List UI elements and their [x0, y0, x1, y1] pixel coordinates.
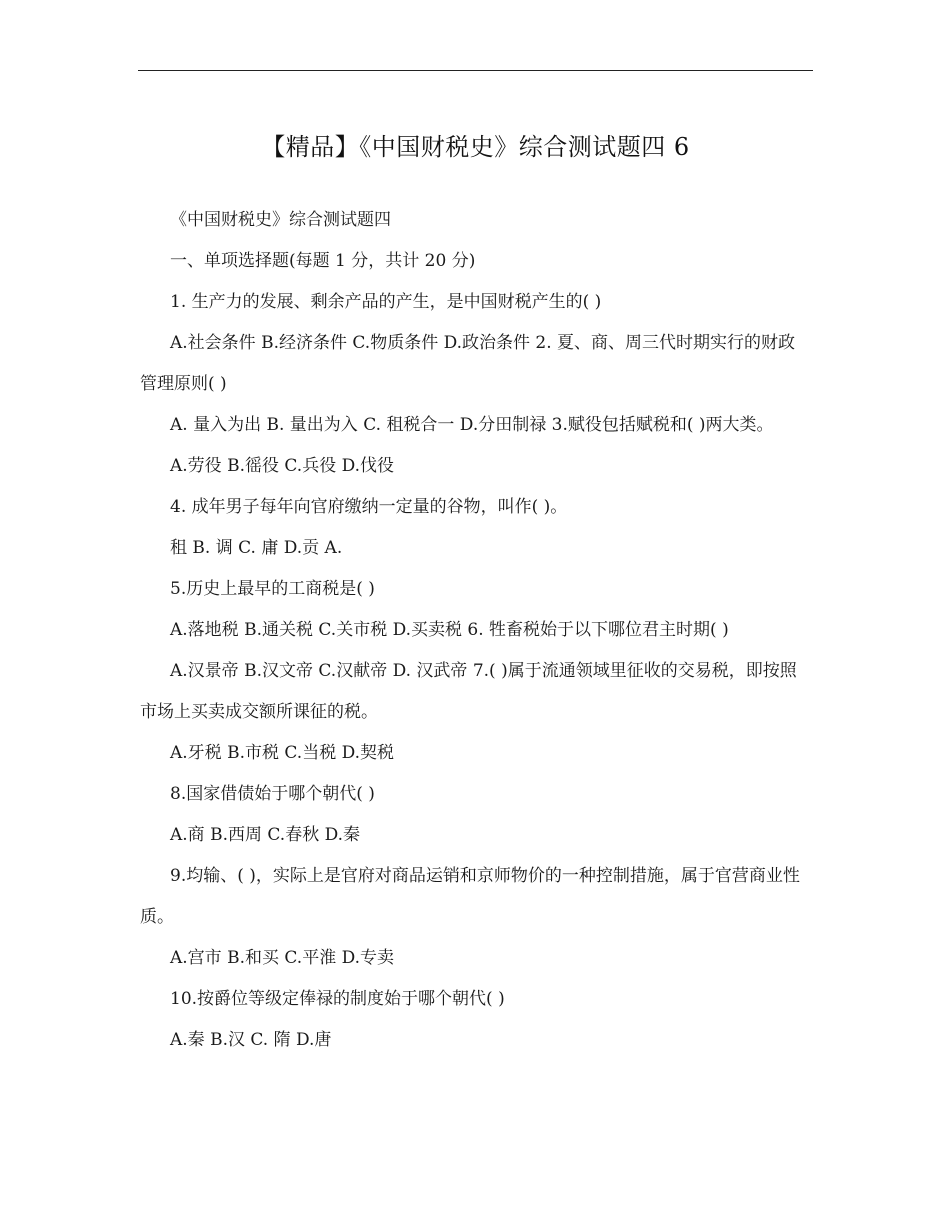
options-3: A.劳役 B.徭役 C.兵役 D.伐役: [170, 456, 395, 476]
options-2-question-3: A. 量入为出 B. 量出为入 C. 租税合一 D.分田制禄 3.赋役包括赋税和( )两大类。: [170, 415, 774, 435]
options-8: A.商 B.西周 C.春秋 D.秦: [170, 825, 361, 845]
question-8: 8.国家借债始于哪个朝代( ): [170, 784, 375, 804]
options-7: A.牙税 B.市税 C.当税 D.契税: [170, 743, 395, 763]
question-1: 1. 生产力的发展、剩余产品的产生，是中国财税产生的( ): [170, 292, 602, 312]
question-10: 10.按爵位等级定俸禄的制度始于哪个朝代( ): [170, 989, 505, 1009]
question-4: 4. 成年男子每年向官府缴纳一定量的谷物，叫作( )。: [170, 497, 568, 517]
options-5-question-6: A.落地税 B.通关税 C.关市税 D.买卖税 6. 牲畜税始于以下哪位君主时期( ): [170, 620, 729, 640]
options-1-question-2: A.社会条件 B.经济条件 C.物质条件 D.政治条件 2. 夏、商、周三代时期实行的财政管理原则( ): [140, 333, 796, 394]
subtitle: 《中国财税史》综合测试题四: [170, 210, 391, 230]
options-9: A.宫市 B.和买 C.平淮 D.专卖: [170, 948, 395, 968]
document-body: [140, 200, 802, 1061]
question-5: 5.历史上最早的工商税是( ): [170, 579, 375, 599]
question-9: 9.均输、( )，实际上是官府对商品运销和京师物价的一种控制措施，属于官营商业性质。: [140, 866, 800, 927]
header-rule: [138, 70, 813, 71]
document-title: 【精品】《中国财税史》综合测试题四 6: [261, 133, 690, 161]
section-heading: 一、单项选择题(每题 1 分，共计 20 分): [170, 251, 476, 271]
options-4: 租 B. 调 C. 庸 D.贡 A.: [170, 538, 343, 558]
options-6-question-7: A.汉景帝 B.汉文帝 C.汉献帝 D. 汉武帝 7.( )属于流通领域里征收的交易税，即按照市场上买卖成交额所课征的税。: [140, 661, 797, 722]
options-10: A.秦 B.汉 C. 隋 D.唐: [170, 1030, 332, 1050]
